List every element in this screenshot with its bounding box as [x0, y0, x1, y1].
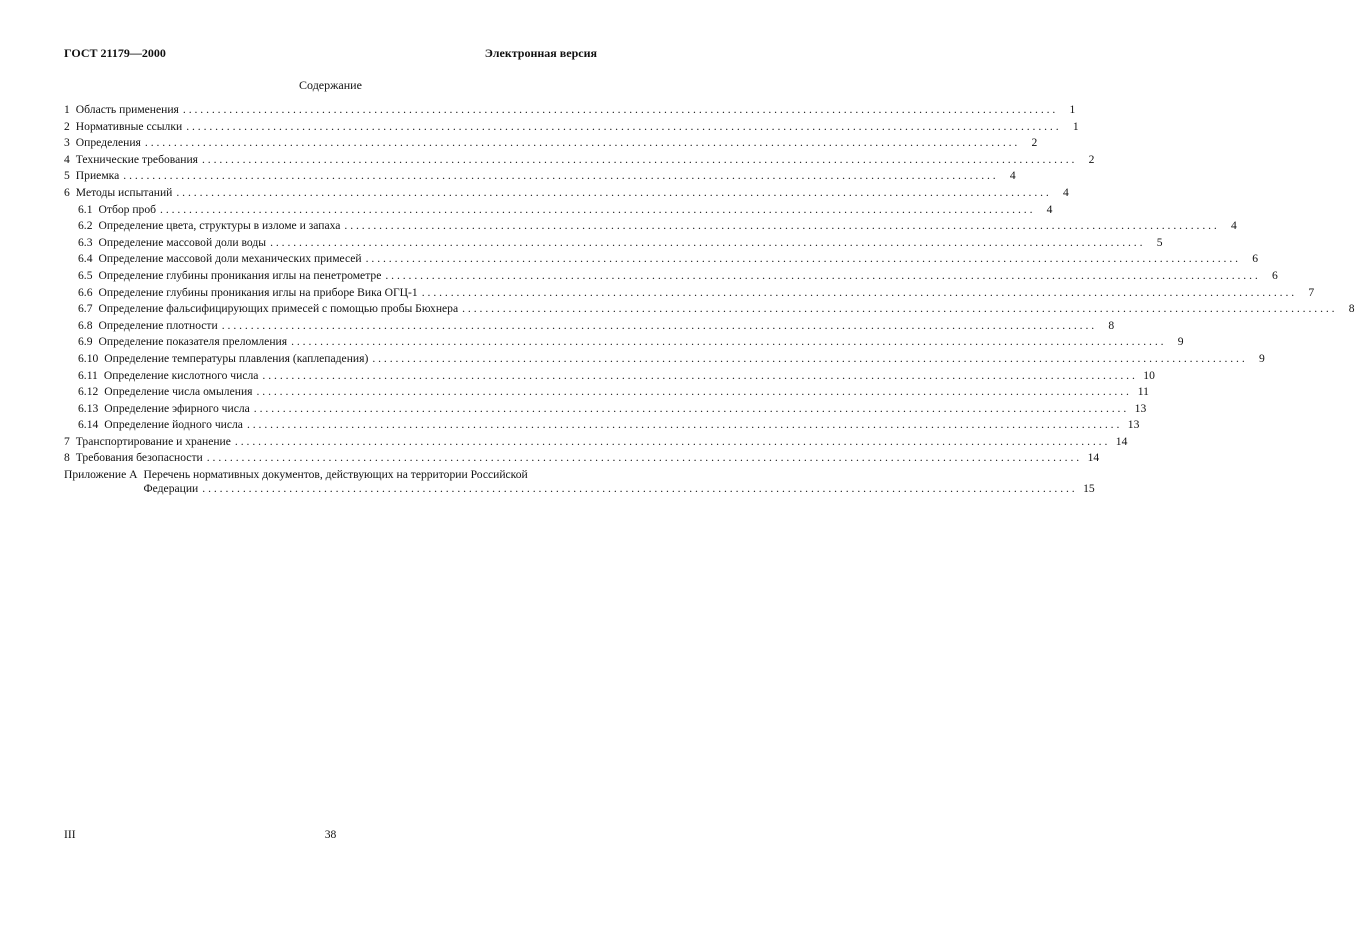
toc-entries [64, 102, 1355, 467]
toc-entry-page: 4 [1009, 169, 1016, 183]
appendix-page: 15 [1083, 482, 1095, 496]
toc-entry-number: 4 [64, 152, 70, 166]
toc-entry-label: Определение глубины проникания иглы на пенетрометре [98, 268, 382, 282]
toc-entry-page: 1 [1072, 119, 1079, 133]
toc-entry-label: Приемка [75, 169, 120, 183]
toc-entry-page: 4 [1046, 202, 1053, 216]
dot-leader [462, 301, 1334, 318]
toc-entry[interactable] [64, 368, 1155, 385]
toc-entry-label: Нормативные ссылки [75, 119, 183, 133]
toc-entry[interactable] [64, 168, 1016, 185]
toc-entry-label: Методы испытаний [75, 185, 173, 199]
toc-entry[interactable] [64, 251, 1259, 268]
toc-entry-label: Определение фальсифицирующих примесей с помощью пробы Бюхнера [98, 302, 459, 316]
toc-entry-number: 6.6 [78, 285, 93, 299]
dot-leader [202, 152, 1074, 169]
toc-entry-page: 8 [1108, 318, 1115, 332]
dot-leader [366, 251, 1238, 268]
toc-entry-number: 8 [64, 451, 70, 465]
toc-entry-label: Определение плотности [98, 318, 218, 332]
toc-entry-number: 6.1 [78, 202, 93, 216]
toc-entry-label: Определения [75, 136, 141, 150]
toc-entry-page: 5 [1156, 235, 1163, 249]
toc-entry-number: 6.7 [78, 302, 93, 316]
toc-entry-label: Определение показателя преломления [98, 335, 288, 349]
toc-entry-page: 9 [1177, 335, 1184, 349]
dot-leader [145, 135, 1017, 152]
dot-leader [256, 384, 1128, 401]
toc-entry-number: 6.8 [78, 318, 93, 332]
dot-leader [372, 351, 1244, 368]
toc-entry-page: 6 [1272, 268, 1278, 282]
toc-entry-appendix-a[interactable] [64, 468, 1095, 496]
dot-leader [123, 168, 995, 185]
footer-page-number: 38 [324, 828, 337, 841]
dot-leader [160, 202, 1032, 219]
dot-leader [235, 434, 1107, 451]
toc-entry-page: 1 [1069, 103, 1076, 116]
toc-entry-number: 6.14 [78, 418, 99, 432]
toc-entry-label: Определение массовой доли воды [98, 235, 267, 249]
toc-entry[interactable] [64, 218, 1237, 235]
toc-entry-number: 3 [64, 136, 70, 150]
dot-leader [207, 450, 1079, 467]
toc-entry[interactable] [64, 434, 1128, 451]
toc-entry-label: Отбор проб [98, 202, 157, 216]
dot-leader [176, 185, 1048, 202]
toc-entry-number: 6.10 [78, 351, 99, 365]
toc-entry-label: Определение температуры плавления (каплепадения) [104, 351, 369, 365]
toc-entry-label: Технические требования [75, 152, 198, 166]
dot-leader [247, 417, 1119, 434]
toc-entry[interactable] [64, 351, 1265, 368]
toc-entry[interactable] [64, 185, 1069, 202]
toc-entry-number: 6.3 [78, 235, 93, 249]
dot-leader [262, 368, 1134, 385]
dot-leader [291, 334, 1163, 351]
toc-entry-page: 9 [1258, 351, 1265, 365]
toc-entry[interactable] [64, 384, 1149, 401]
toc-entry-page: 7 [1308, 285, 1315, 299]
toc-entry[interactable] [64, 135, 1038, 152]
toc-entry-number: 6.12 [78, 385, 99, 399]
appendix-body [144, 468, 1095, 496]
appendix-title-line1: Перечень нормативных документов, действующих на территории Российской [143, 468, 528, 482]
document-id: ГОСТ 21179—2000 [64, 46, 166, 60]
toc-entry-label: Определение эфирного числа [104, 401, 250, 415]
toc-entry-label: Определение цвета, структуры в изломе и запаха [98, 219, 341, 233]
toc-entry[interactable] [64, 301, 1355, 318]
toc-entry-label: Область применения [75, 103, 179, 116]
toc-entry-page: 2 [1031, 136, 1038, 150]
toc-entry-page: 6 [1252, 252, 1259, 266]
toc-entry[interactable] [64, 119, 1079, 136]
toc-entry-number: 6.11 [78, 368, 98, 382]
toc-entry-label: Определение массовой доли механических примесей [98, 252, 362, 266]
toc-entry[interactable] [64, 417, 1140, 434]
toc-entry-page: 13 [1134, 401, 1147, 415]
toc-entry[interactable] [64, 202, 1053, 219]
dot-leader [183, 102, 1055, 119]
toc-entry[interactable] [64, 235, 1163, 252]
toc-entry-label: Требования безопасности [75, 451, 203, 465]
appendix-title-line2-row [144, 482, 1095, 496]
toc-entry-number: 6.2 [78, 219, 93, 233]
toc-entry[interactable] [64, 334, 1184, 351]
dot-leader [385, 268, 1257, 285]
toc-entry-label: Определение числа омыления [104, 385, 253, 399]
toc-entry[interactable] [64, 450, 1100, 467]
toc-entry-page: 4 [1063, 185, 1069, 199]
toc-entry-page: 11 [1137, 385, 1149, 399]
toc-entry-page: 14 [1087, 451, 1100, 465]
toc-entry-label: Определение йодного числа [104, 418, 243, 432]
toc-entry-page: 14 [1115, 434, 1128, 448]
toc-entry-number: 6.5 [78, 268, 93, 282]
toc-entry-label: Определение кислотного числа [103, 368, 259, 382]
edition-label: Электронная версия [484, 46, 597, 60]
toc-entry-page: 10 [1143, 368, 1155, 382]
toc-entry[interactable] [64, 268, 1278, 285]
table-of-contents [64, 102, 1355, 496]
toc-entry[interactable] [64, 152, 1095, 169]
toc-entry-page: 4 [1231, 219, 1237, 233]
toc-entry-page: 8 [1348, 302, 1355, 316]
toc-entry[interactable] [64, 318, 1115, 335]
toc-entry-number: 6.4 [78, 252, 93, 266]
toc-entry[interactable] [64, 102, 1076, 119]
footer-roman-page: III [64, 828, 76, 841]
toc-entry-page: 2 [1088, 152, 1095, 166]
toc-entry[interactable] [64, 401, 1147, 418]
toc-entry-number: 7 [64, 434, 70, 448]
toc-entry-label: Транспортирование и хранение [75, 434, 231, 448]
page-title: Содержание [299, 78, 362, 92]
dot-leader [422, 285, 1294, 302]
dot-leader [344, 218, 1216, 235]
dot-leader [222, 318, 1094, 335]
toc-entry-number: 2 [64, 119, 70, 133]
toc-entry-number: 6.13 [78, 401, 99, 415]
toc-entry-number: 6.9 [78, 335, 93, 349]
toc-entry-number: 6 [64, 185, 70, 199]
toc-entry-label: Определение глубины проникания иглы на приборе Вика ОГЦ-1 [98, 285, 418, 299]
appendix-title-line2: Федерации [143, 482, 199, 496]
dot-leader [186, 119, 1058, 136]
dot-leader [202, 482, 1074, 496]
toc-entry-number: 5 [64, 169, 70, 183]
toc-entry[interactable] [64, 285, 1315, 302]
appendix-head: Приложение А [64, 468, 138, 482]
dot-leader [270, 235, 1142, 252]
toc-entry-number: 1 [64, 103, 70, 116]
toc-entry-page: 13 [1127, 418, 1140, 432]
dot-leader [254, 401, 1126, 418]
